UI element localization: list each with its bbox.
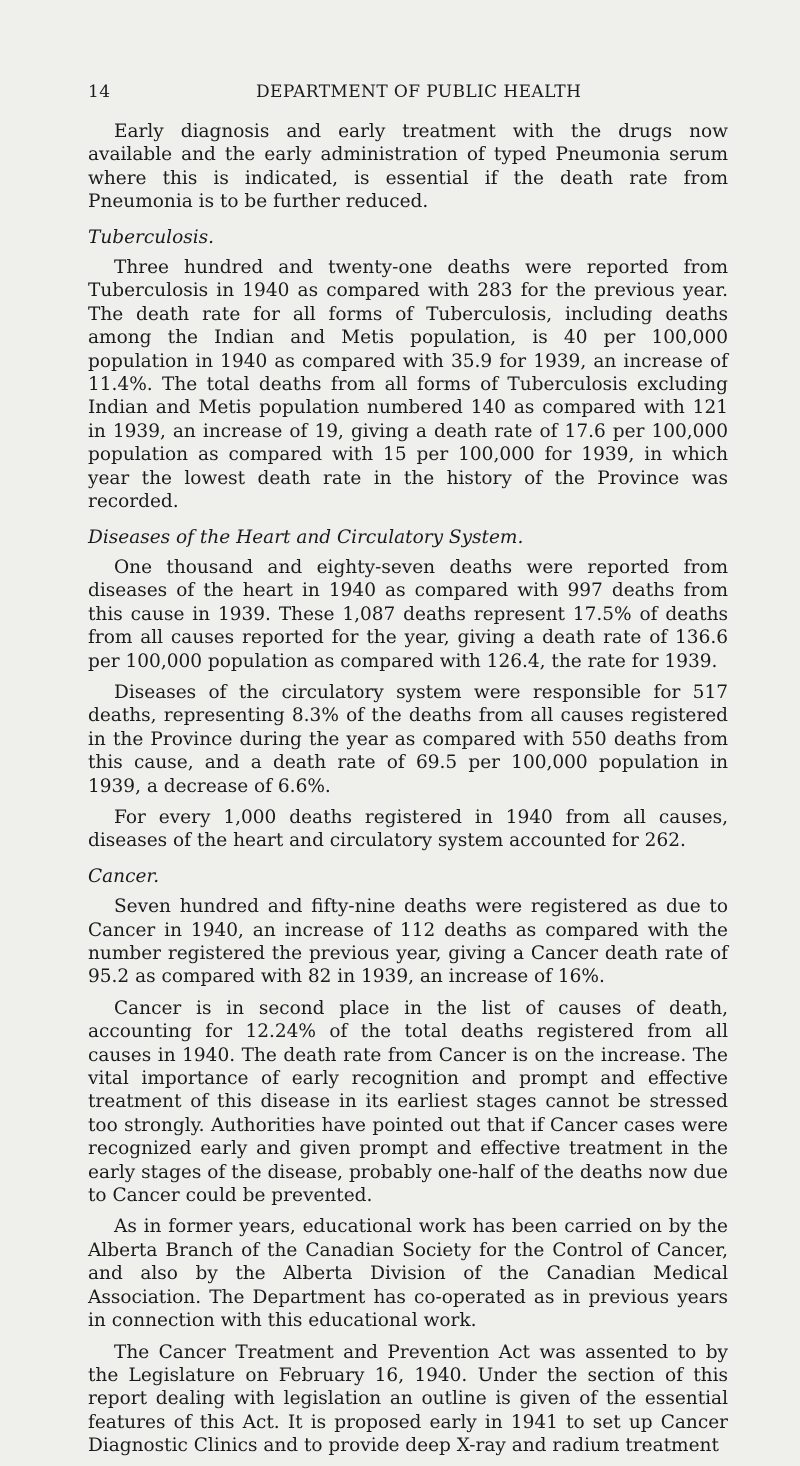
section-heading-heart-circulatory: Diseases of the Heart and Circulatory System. bbox=[88, 526, 524, 548]
paragraph-cancer-deaths: Seven hundred and fifty-nine deaths were registered as due to Cancer in 1940, an increase of 112 deaths as compared with the number registered the previous year, giving a Cancer death rate of 95.2 as compared with 82 in 1939, an increase of 16%. bbox=[88, 896, 728, 988]
paragraph-cancer-rank: Cancer is in second place in the list of causes of death, accounting for 12.24% of the total deaths registered from all causes in 1940. The death rate from Cancer is on the increase. The vital importance of early recognition and prompt and effective treatment of this disease in its earliest stages cannot be stressed too strongly. Authorities have pointed out that if Cancer cases were recognized early and given prompt and effective treatment in the early stages of the disease, probably one-half of the deaths now due to Cancer could be prevented. bbox=[88, 997, 728, 1207]
paragraph-heart-circulatory-ratio: For every 1,000 deaths registered in 1940 from all causes, diseases of the heart and circulatory system accounted for 262. bbox=[88, 806, 728, 852]
paragraph-cancer-act: The Cancer Treatment and Prevention Act was assented to by the Legislature on February 16, 1940. Under the section of this report dealing with legislation an outline is given of the essential features of this Act. It is proposed early in 1941 to set up Cancer Diagnostic Clinics and to provide deep X-ray and radium treatment bbox=[88, 1341, 728, 1457]
section-heading-cancer: Cancer. bbox=[88, 865, 160, 887]
page-number: 14 bbox=[88, 82, 111, 102]
section-heading-tuberculosis: Tuberculosis. bbox=[88, 226, 215, 248]
paragraph-heart-deaths: One thousand and eighty-seven deaths were reported from diseases of the heart in 1940 as compared with 997 deaths from this cause in 1939. These 1,087 deaths represent 17.5% of deaths from all causes reported for the year, giving a death rate of 136.6 per 100,000 population as compared with 126.4, the rate for 1939. bbox=[88, 556, 728, 672]
page-header bbox=[88, 82, 728, 116]
paragraph-circulatory-deaths: Diseases of the circulatory system were responsible for 517 deaths, representing 8.3% of the deaths from all causes registered in the Province during the year as compared with 550 deaths from this cause, and a death rate of 69.5 per 100,000 population in 1939, a decrease of 6.6%. bbox=[88, 681, 728, 797]
document-body bbox=[88, 120, 728, 1458]
paragraph-cancer-education: As in former years, educational work has been carried on by the Alberta Branch of the Canadian Society for the Control of Cancer, and also by the Alberta Division of the Canadian Medical Association. The Department has co-operated as in previous years in connection with this educational work. bbox=[88, 1216, 728, 1332]
running-title: DEPARTMENT OF PUBLIC HEALTH bbox=[256, 82, 582, 102]
paragraph-pneumonia: Early diagnosis and early treatment with the drugs now available and the early administration of typed Pneumonia serum where this is indicated, is essential if the death rate from Pneumonia is to be further reduced. bbox=[88, 121, 728, 213]
document-page bbox=[88, 82, 728, 1466]
paragraph-tuberculosis: Three hundred and twenty-one deaths were reported from Tuberculosis in 1940 as compared with 283 for the previous year. The death rate for all forms of Tuberculosis, including deaths among the Indian and Metis population, is 40 per 100,000 population in 1940 as compared with 35.9 for 1939, an increase of 11.4%. The total deaths from all forms of Tuberculosis excluding Indian and Metis population numbered 140 as compared with 121 in 1939, an increase of 19, giving a death rate of 17.6 per 100,000 population as compared with 15 per 100,000 for 1939, in which year the lowest death rate in the history of the Province was recorded. bbox=[88, 257, 728, 513]
